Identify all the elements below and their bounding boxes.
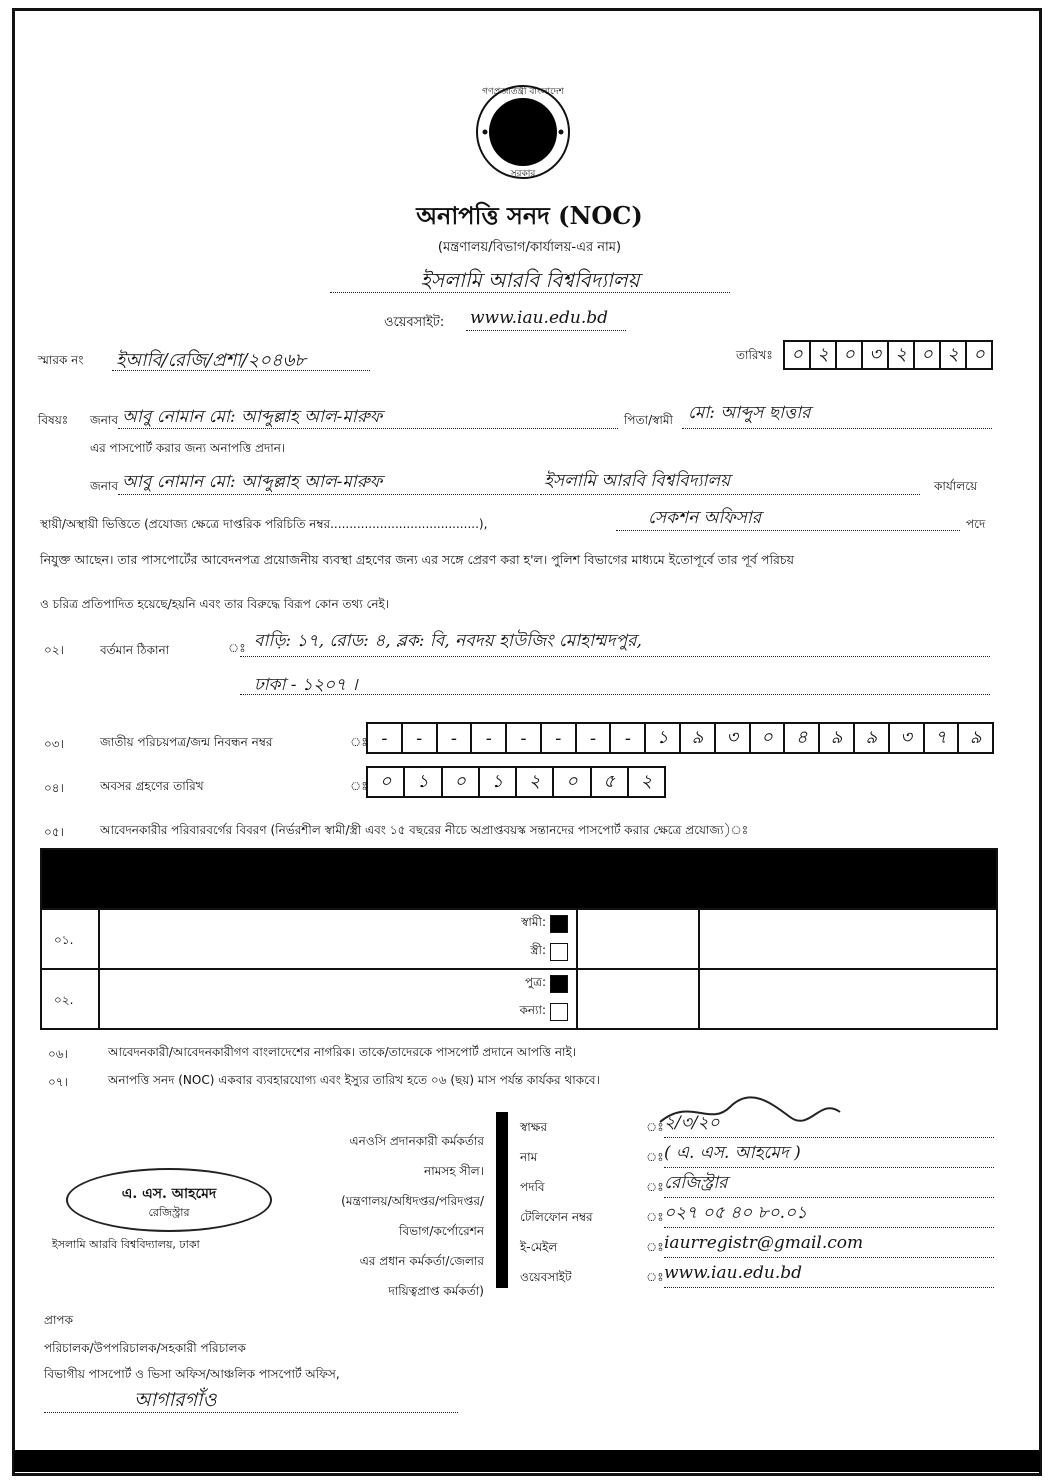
address-dotted-line-1 — [240, 656, 990, 657]
address-dotted-line-2 — [240, 694, 990, 695]
nid-label: জাতীয় পরিচয়পত্র/জন্ম নিবন্ধন নম্বর — [100, 735, 273, 749]
officer-left-line: দায়িত্বপ্রাপ্ত কর্মকর্তা) — [388, 1284, 484, 1298]
father-dotted-line — [682, 428, 992, 429]
digit-box: - — [611, 724, 646, 752]
option-wife-label: স্ত্রী: — [530, 943, 546, 957]
digit-box: ৯ — [681, 724, 716, 752]
svg-text:সরকার: সরকার — [510, 169, 536, 179]
bottom-bar — [14, 1450, 1040, 1472]
digit-box: ২ — [889, 342, 915, 368]
option-daughter-label: কন্যা: — [519, 1003, 546, 1017]
body-paragraph-2: ও চরিত্র প্রতিপাদিত হয়েছে/হয়নি এবং তার বিরুদ্ধে বিরূপ কোন তথ্য নেই। — [40, 597, 390, 611]
digit-box: ১ — [480, 768, 517, 796]
subject-name: আবু নোমান মো: আব্দুল্লাহ আল-মারুফ — [122, 407, 383, 427]
digit-box: - — [507, 724, 542, 752]
row-number: ০১. — [54, 933, 74, 947]
officer-left-line: এনওসি প্রদানকারী কর্মকর্তার — [349, 1134, 484, 1148]
digit-box: ৯ — [855, 724, 890, 752]
body-office-dotted-line — [540, 494, 920, 495]
father-label: পিতা/স্বামী — [624, 413, 673, 427]
digit-box: ২ — [811, 342, 837, 368]
ministry-dotted-line — [330, 292, 730, 293]
officer-field-label: ই-মেইল — [520, 1240, 558, 1254]
address-line-2: ঢাকা - ১২০৭ । — [254, 675, 358, 695]
officer-field-colon: ঃ — [646, 1270, 664, 1284]
digit-box: - — [577, 724, 612, 752]
option-husband-label: স্বামী: — [521, 915, 546, 929]
officer-left-line: (মন্ত্রণালয়/অধিদপ্তর/পরিদপ্তর/ — [341, 1194, 484, 1208]
husband-checkbox[interactable] — [550, 915, 568, 933]
officer-field-label: নাম — [520, 1150, 538, 1164]
item-07-text: অনাপত্তি সনদ (NOC) একবার ব্যবহারযোগ্য এবং ইস্যুর তারিখ হতে ০৬ (ছয়) মাস পর্যন্ত কার্যকর থাকবে। — [108, 1073, 600, 1087]
officer-field-colon: ঃ — [646, 1240, 664, 1254]
officer-field-value: ২/৩/২০ — [664, 1108, 994, 1138]
officer-left-line: এর প্রধান কর্মকর্তা/জেলার — [359, 1254, 484, 1268]
retire-colon: ঃ — [350, 779, 368, 793]
body-name-dotted-line — [118, 494, 538, 495]
digit-box: - — [368, 724, 403, 752]
daughter-checkbox[interactable] — [550, 1003, 568, 1021]
office-suffix: কার্যালয়ে — [934, 479, 978, 493]
digit-box: ৩ — [863, 342, 889, 368]
digit-box: - — [403, 724, 438, 752]
recipient-dotted-line — [44, 1412, 458, 1413]
recipient-label: প্রাপক — [44, 1313, 73, 1327]
stamp-organization: ইসলামি আরবি বিশ্ববিদ্যালয়, ঢাকা — [52, 1238, 200, 1251]
digit-box: ০ — [785, 342, 811, 368]
officer-field-value: iaurregistr@gmail.com — [664, 1228, 994, 1258]
stamp-name: এ. এস. আহমেদ — [121, 1186, 217, 1202]
government-seal — [463, 80, 583, 190]
retire-label: অবসর গ্রহণের তারিখ — [100, 779, 204, 793]
body-name: আবু নোমান মো: আব্দুল্লাহ আল-মারুফ — [122, 472, 383, 492]
officer-divider-bar — [496, 1112, 508, 1288]
memo-value: ইআবি/রেজি/প্রশা/২০৪৬৮ — [116, 350, 306, 371]
family-label: আবেদনকারীর পরিবারবর্গের বিবরণ (নির্ভরশীল স্বামী/স্ত্রী এবং ১৫ বছরের নীচে অপ্রাপ্তবয়স্ক সন্তানদের পাসপোর্ট করার ক্ষেত্রে প্রযোজ্য)ঃ — [100, 823, 749, 837]
officer-field-values — [664, 1108, 994, 1288]
officer-field-labels — [520, 1112, 593, 1292]
nid-colon: ঃ — [350, 735, 368, 749]
address-label: বর্তমান ঠিকানা — [100, 643, 170, 657]
officer-field-colon: ঃ — [646, 1150, 664, 1164]
digit-box: ০ — [837, 342, 863, 368]
ministry-value: ইসলামি আরবি বিশ্ববিদ্যালয় — [420, 268, 640, 292]
digit-box: ১ — [405, 768, 442, 796]
recipient-line-1: পরিচালক/উপপরিচালক/সহকারী পরিচালক — [44, 1341, 246, 1355]
officer-left-line: বিভাগ/কর্পোরেশন — [399, 1224, 484, 1238]
website-dotted-line — [466, 330, 626, 331]
officer-field-label: স্বাক্ষর — [520, 1120, 548, 1134]
subject-name-dotted-line — [118, 428, 618, 429]
official-stamp — [66, 1168, 272, 1232]
body-office: ইসলামি আরবি বিশ্ববিদ্যালয় — [544, 471, 731, 491]
officer-field-value: রেজিস্ট্রার — [664, 1168, 994, 1198]
officer-field-colon: ঃ — [646, 1180, 664, 1194]
officer-field-label: ওয়েবসাইট — [520, 1270, 572, 1284]
permanent-temporary-text: স্থায়ী/অস্থায়ী ভিত্তিতে (প্রযোজ্য ক্ষেত্রে দাপ্তরিক পরিচিতি নম্বর.......................................), — [40, 517, 488, 531]
designation-dotted-line — [616, 530, 960, 531]
document-title: অনাপত্তি সনদ (NOC) — [416, 201, 643, 230]
digit-box: ৭ — [925, 724, 960, 752]
memo-label: স্মারক নং — [38, 353, 84, 367]
website-value: www.iau.edu.bd — [470, 308, 609, 328]
officer-field-label: টেলিফোন নম্বর — [520, 1210, 593, 1224]
officer-left-line: নামসহ সীল। — [424, 1164, 484, 1178]
memo-dotted-line — [112, 370, 370, 371]
item-05-number: ০৫। — [44, 825, 64, 839]
retire-date-boxes — [366, 766, 666, 798]
date-label: তারিখঃ — [736, 348, 773, 362]
officer-field-value: ০২৭ ০৫ ৪০ ৮০.০১ — [664, 1198, 994, 1228]
father-value: মো: আব্দুস ছাত্তার — [688, 403, 811, 423]
digit-box: ৫ — [592, 768, 629, 796]
officer-field-colon: ঃ — [646, 1120, 664, 1134]
officer-field-value: www.iau.edu.bd — [664, 1258, 994, 1288]
officer-field-label: পদবি — [520, 1180, 545, 1194]
digit-box: ৪ — [785, 724, 820, 752]
digit-box: ২ — [640, 770, 653, 792]
family-table-header — [42, 850, 996, 908]
pode-label: পদে — [966, 517, 986, 531]
digit-box: ২ — [517, 768, 554, 796]
body-paragraph-1: নিযুক্ত আছেন। তার পাসপোর্টের আবেদনপত্র প্রয়োজনীয় ব্যবস্থা গ্রহণের জন্য এর সঙ্গে প্রেরণ করা হ'ল। পুলিশ বিভাগের মাধ্যমে ইতোপূর্বে তার পূর্ব পরিচয় — [40, 552, 795, 567]
item-07-number: ০৭। — [48, 1075, 68, 1089]
option-son-label: পুত্র: — [524, 975, 546, 989]
officer-field-colons — [646, 1112, 664, 1292]
website-label: ওয়েবসাইট: — [384, 315, 445, 330]
item-06-text: আবেদনকারী/আবেদনকারীগণ বাংলাদেশের নাগরিক। তাকে/তাদেরকে পাসপোর্ট প্রদানে আপত্তি নাই। — [108, 1045, 577, 1059]
digit-box: ৯ — [969, 726, 982, 748]
wife-checkbox[interactable] — [550, 943, 568, 961]
row-number: ০২. — [54, 993, 74, 1007]
svg-text:গণপ্রজাতন্ত্রী বাংলাদেশ: গণপ্রজাতন্ত্রী বাংলাদেশ — [482, 87, 564, 97]
officer-field-value: ( এ. এস. আহমেদ ) — [664, 1138, 994, 1168]
digit-box: ০ — [368, 768, 405, 796]
designation-value: সেকশন অফিসার — [648, 508, 762, 528]
digit-box: ০ — [973, 343, 985, 365]
item-04-number: ০৪। — [44, 781, 64, 795]
signature-mark — [650, 1092, 850, 1132]
address-colon: ঃ — [228, 641, 246, 655]
digit-box: ০ — [751, 724, 786, 752]
digit-box: ০ — [443, 768, 480, 796]
digit-box: ৩ — [890, 724, 925, 752]
digit-box: ০ — [554, 768, 591, 796]
son-checkbox[interactable] — [550, 975, 568, 993]
digit-box: - — [472, 724, 507, 752]
subject-janab: জনাব — [90, 413, 119, 427]
item-06-number: ০৬। — [48, 1047, 68, 1061]
digit-box: ১ — [646, 724, 681, 752]
date-boxes — [783, 340, 993, 370]
stamp-title: রেজিস্ট্রার — [148, 1206, 190, 1219]
digit-box: - — [438, 724, 473, 752]
subject-tail: এর পাসপোর্ট করার জন্য অনাপত্তি প্রদান। — [90, 441, 286, 455]
family-table — [40, 848, 998, 1030]
recipient-line-2: বিভাগীয় পাসপোর্ট ও ভিসা অফিস/আঞ্চলিক পাসপোর্ট অফিস, — [44, 1367, 340, 1381]
body-janab: জনাব — [90, 479, 119, 493]
digit-box: ৯ — [820, 724, 855, 752]
digit-box: - — [542, 724, 577, 752]
address-line-1: বাড়ি: ১৭, রোড: ৪, ব্লক: বি, নবদয় হাউজিং মোহাম্মদপুর, — [254, 631, 642, 651]
officer-left-text — [270, 1126, 484, 1306]
item-02-number: ০২। — [44, 643, 64, 657]
recipient-office: আগারগাঁও — [134, 1389, 217, 1411]
nid-boxes — [366, 722, 994, 754]
digit-box: ০ — [915, 342, 941, 368]
family-table-row — [42, 968, 996, 1028]
family-table-row — [42, 908, 996, 968]
ministry-label: (মন্ত্রণালয়/বিভাগ/কার্যালয়-এর নাম) — [437, 240, 622, 255]
digit-box: ৩ — [716, 724, 751, 752]
digit-box: ২ — [941, 342, 967, 368]
officer-field-colon: ঃ — [646, 1210, 664, 1224]
subject-label: বিষয়ঃ — [38, 413, 69, 427]
item-03-number: ০৩। — [44, 737, 64, 751]
